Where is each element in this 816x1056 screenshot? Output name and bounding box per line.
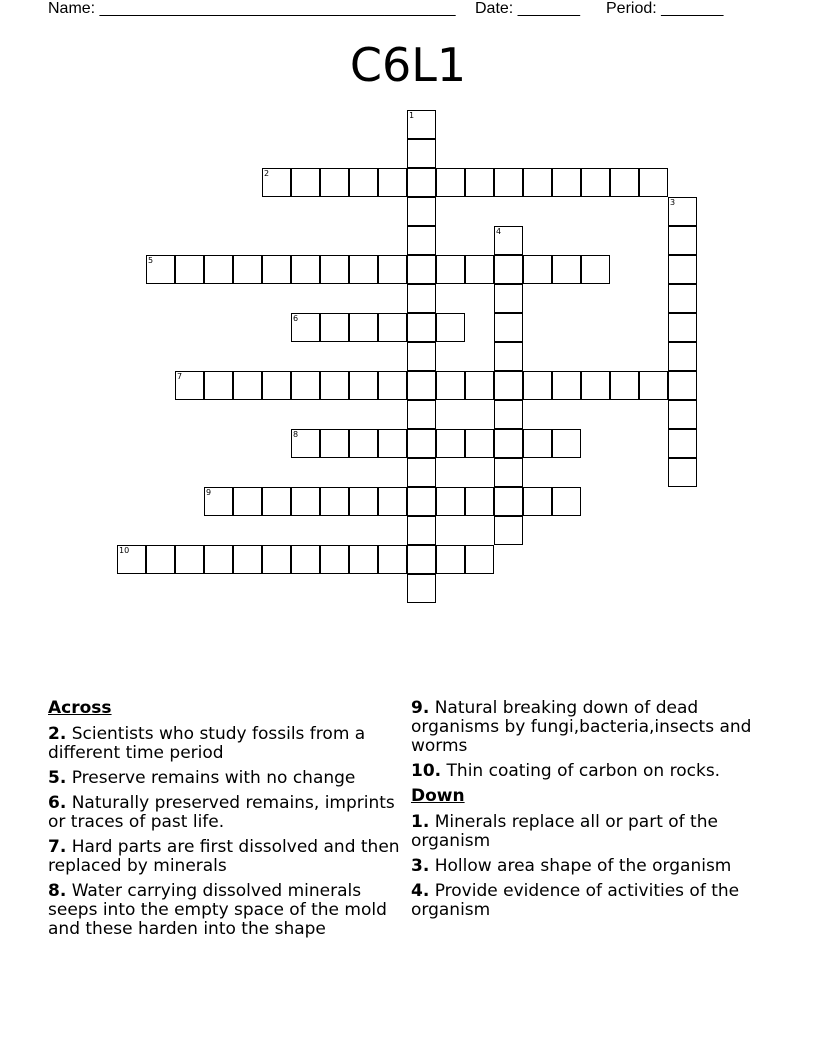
crossword-cell[interactable] [668, 371, 697, 400]
crossword-cell[interactable] [465, 487, 494, 516]
crossword-cell[interactable] [436, 255, 465, 284]
clue-across-2: 2. Scientists who study fossils from a different time period [48, 724, 366, 763]
crossword-cell[interactable] [407, 400, 436, 429]
crossword-cell[interactable] [581, 168, 610, 197]
crossword-cell[interactable] [204, 487, 233, 516]
across-heading: Across [48, 698, 112, 718]
crossword-cell[interactable] [320, 371, 349, 400]
crossword-cell[interactable] [204, 255, 233, 284]
crossword-cell[interactable] [465, 545, 494, 574]
crossword-cell[interactable] [378, 487, 407, 516]
page-title: C6L1 [349, 38, 467, 92]
clue-number: 10 [119, 546, 130, 555]
crossword-cell[interactable] [407, 168, 436, 197]
crossword-cell[interactable] [407, 516, 436, 545]
crossword-cell[interactable] [494, 516, 523, 545]
crossword-cell[interactable] [291, 313, 320, 342]
clue-across-6: 6. Naturally preserved remains, imprints or traces of past life. [48, 793, 395, 832]
clue-across-8: 8. Water carrying dissolved minerals seeps into the empty space of the mold and these harden into the shape [48, 881, 387, 939]
crossword-cell[interactable] [610, 371, 639, 400]
crossword-cell[interactable] [291, 429, 320, 458]
crossword-cell[interactable] [494, 342, 523, 371]
crossword-cell[interactable] [494, 255, 523, 284]
crossword-cell[interactable] [407, 545, 436, 574]
crossword-cell[interactable] [523, 371, 552, 400]
crossword-cell[interactable] [349, 487, 378, 516]
clues-column-right [411, 699, 761, 926]
crossword-cell[interactable] [552, 255, 581, 284]
crossword-cell[interactable] [175, 255, 204, 284]
crossword-cell[interactable] [552, 429, 581, 458]
crossword-cell[interactable] [523, 429, 552, 458]
clues-column-left [48, 699, 400, 945]
crossword-cell[interactable] [552, 487, 581, 516]
crossword-cell[interactable] [523, 255, 552, 284]
clue-number: 8 [293, 430, 299, 439]
crossword-cell[interactable] [378, 429, 407, 458]
clue-across-7: 7. Hard parts are first dissolved and then replaced by minerals [48, 837, 400, 876]
crossword-cell[interactable] [291, 487, 320, 516]
crossword-cell[interactable] [436, 168, 465, 197]
crossword-cell[interactable] [349, 168, 378, 197]
crossword-cell[interactable] [262, 168, 291, 197]
crossword-cell[interactable] [523, 168, 552, 197]
crossword-cell[interactable] [494, 400, 523, 429]
clue-number: 1 [409, 111, 415, 120]
crossword-cell[interactable] [668, 284, 697, 313]
crossword-cell[interactable] [407, 197, 436, 226]
crossword-cell[interactable] [639, 168, 668, 197]
crossword-cell[interactable] [494, 313, 523, 342]
crossword-cell[interactable] [320, 429, 349, 458]
crossword-cell[interactable] [523, 487, 552, 516]
crossword-cell[interactable] [407, 458, 436, 487]
crossword-cell[interactable] [204, 371, 233, 400]
clue-across-9: 9. Natural breaking down of dead organisms by fungi,bacteria,insects and worms [411, 698, 752, 756]
clue-across-5: 5. Preserve remains with no change [48, 768, 356, 788]
crossword-cell[interactable] [262, 255, 291, 284]
crossword-cell[interactable] [407, 139, 436, 168]
crossword-cell[interactable] [465, 168, 494, 197]
crossword-cell[interactable] [436, 487, 465, 516]
crossword-cell[interactable] [407, 284, 436, 313]
clue-number: 5 [148, 256, 154, 265]
crossword-cell[interactable] [204, 545, 233, 574]
crossword-cell[interactable] [668, 313, 697, 342]
crossword-cell[interactable] [320, 487, 349, 516]
crossword-cell[interactable] [349, 255, 378, 284]
crossword-cell[interactable] [494, 458, 523, 487]
clue-number: 3 [670, 198, 676, 207]
crossword-cell[interactable] [494, 487, 523, 516]
clue-number: 6 [293, 314, 299, 323]
crossword-cell[interactable] [407, 255, 436, 284]
crossword-cell[interactable] [117, 545, 146, 574]
crossword-cell[interactable] [320, 255, 349, 284]
crossword-cell[interactable] [465, 371, 494, 400]
crossword-cell[interactable] [349, 545, 378, 574]
crossword-cell[interactable] [552, 168, 581, 197]
crossword-cell[interactable] [407, 226, 436, 255]
clue-number: 7 [177, 372, 183, 381]
crossword-cell[interactable] [494, 226, 523, 255]
clue-across-10: 10. Thin coating of carbon on rocks. [411, 761, 721, 781]
crossword-cell[interactable] [146, 255, 175, 284]
crossword-cell[interactable] [320, 168, 349, 197]
crossword-cell[interactable] [378, 371, 407, 400]
crossword-cell[interactable] [494, 168, 523, 197]
crossword-cell[interactable] [349, 371, 378, 400]
crossword-cell[interactable] [349, 313, 378, 342]
crossword-cell[interactable] [262, 487, 291, 516]
crossword-cell[interactable] [436, 429, 465, 458]
crossword-cell[interactable] [494, 371, 523, 400]
crossword-cell[interactable] [552, 371, 581, 400]
crossword-cell[interactable] [436, 545, 465, 574]
clue-down-1: 1. Minerals replace all or part of the organism [411, 812, 718, 851]
crossword-cell[interactable] [233, 545, 262, 574]
crossword-cell[interactable] [291, 255, 320, 284]
crossword-cell[interactable] [668, 342, 697, 371]
crossword-cell[interactable] [494, 284, 523, 313]
crossword-cell[interactable] [639, 371, 668, 400]
crossword-cell[interactable] [407, 110, 436, 139]
crossword-cell[interactable] [175, 371, 204, 400]
crossword-cell[interactable] [233, 255, 262, 284]
date-field-label: Date: _______ [475, 0, 580, 17]
crossword-cell[interactable] [407, 371, 436, 400]
crossword-cell[interactable] [146, 545, 175, 574]
crossword-cell[interactable] [407, 487, 436, 516]
crossword-cell[interactable] [407, 342, 436, 371]
period-field-label: Period: _______ [606, 0, 724, 17]
crossword-cell[interactable] [407, 429, 436, 458]
crossword-cell[interactable] [494, 429, 523, 458]
clue-down-3: 3. Hollow area shape of the organism [411, 856, 732, 876]
name-field-label: Name: ________________________________________ [48, 0, 456, 17]
crossword-cell[interactable] [262, 545, 291, 574]
crossword-cell[interactable] [262, 371, 291, 400]
crossword-cell[interactable] [291, 545, 320, 574]
crossword-cell[interactable] [610, 168, 639, 197]
crossword-cell[interactable] [668, 255, 697, 284]
crossword-cell[interactable] [465, 255, 494, 284]
crossword-cell[interactable] [320, 313, 349, 342]
crossword-cell[interactable] [436, 371, 465, 400]
crossword-cell[interactable] [233, 371, 262, 400]
down-heading: Down [411, 786, 465, 806]
crossword-cell[interactable] [291, 168, 320, 197]
crossword-cell[interactable] [668, 429, 697, 458]
crossword-cell[interactable] [378, 545, 407, 574]
crossword-cell[interactable] [349, 429, 378, 458]
crossword-cell[interactable] [436, 313, 465, 342]
crossword-cell[interactable] [378, 255, 407, 284]
crossword-cell[interactable] [465, 429, 494, 458]
crossword-cell[interactable] [233, 487, 262, 516]
clue-number: 9 [206, 488, 212, 497]
crossword-cell[interactable] [668, 197, 697, 226]
crossword-cell[interactable] [668, 458, 697, 487]
crossword-cell[interactable] [668, 226, 697, 255]
clue-number: 4 [496, 227, 502, 236]
crossword-cell[interactable] [407, 313, 436, 342]
crossword-cell[interactable] [378, 313, 407, 342]
crossword-cell[interactable] [320, 545, 349, 574]
crossword-cell[interactable] [291, 371, 320, 400]
crossword-cell[interactable] [175, 545, 204, 574]
crossword-cell[interactable] [581, 255, 610, 284]
crossword-cell[interactable] [407, 574, 436, 603]
crossword-cell[interactable] [668, 400, 697, 429]
clue-number: 2 [264, 169, 270, 178]
crossword-cell[interactable] [581, 371, 610, 400]
crossword-cell[interactable] [378, 168, 407, 197]
clue-down-4: 4. Provide evidence of activities of the organism [411, 881, 740, 920]
